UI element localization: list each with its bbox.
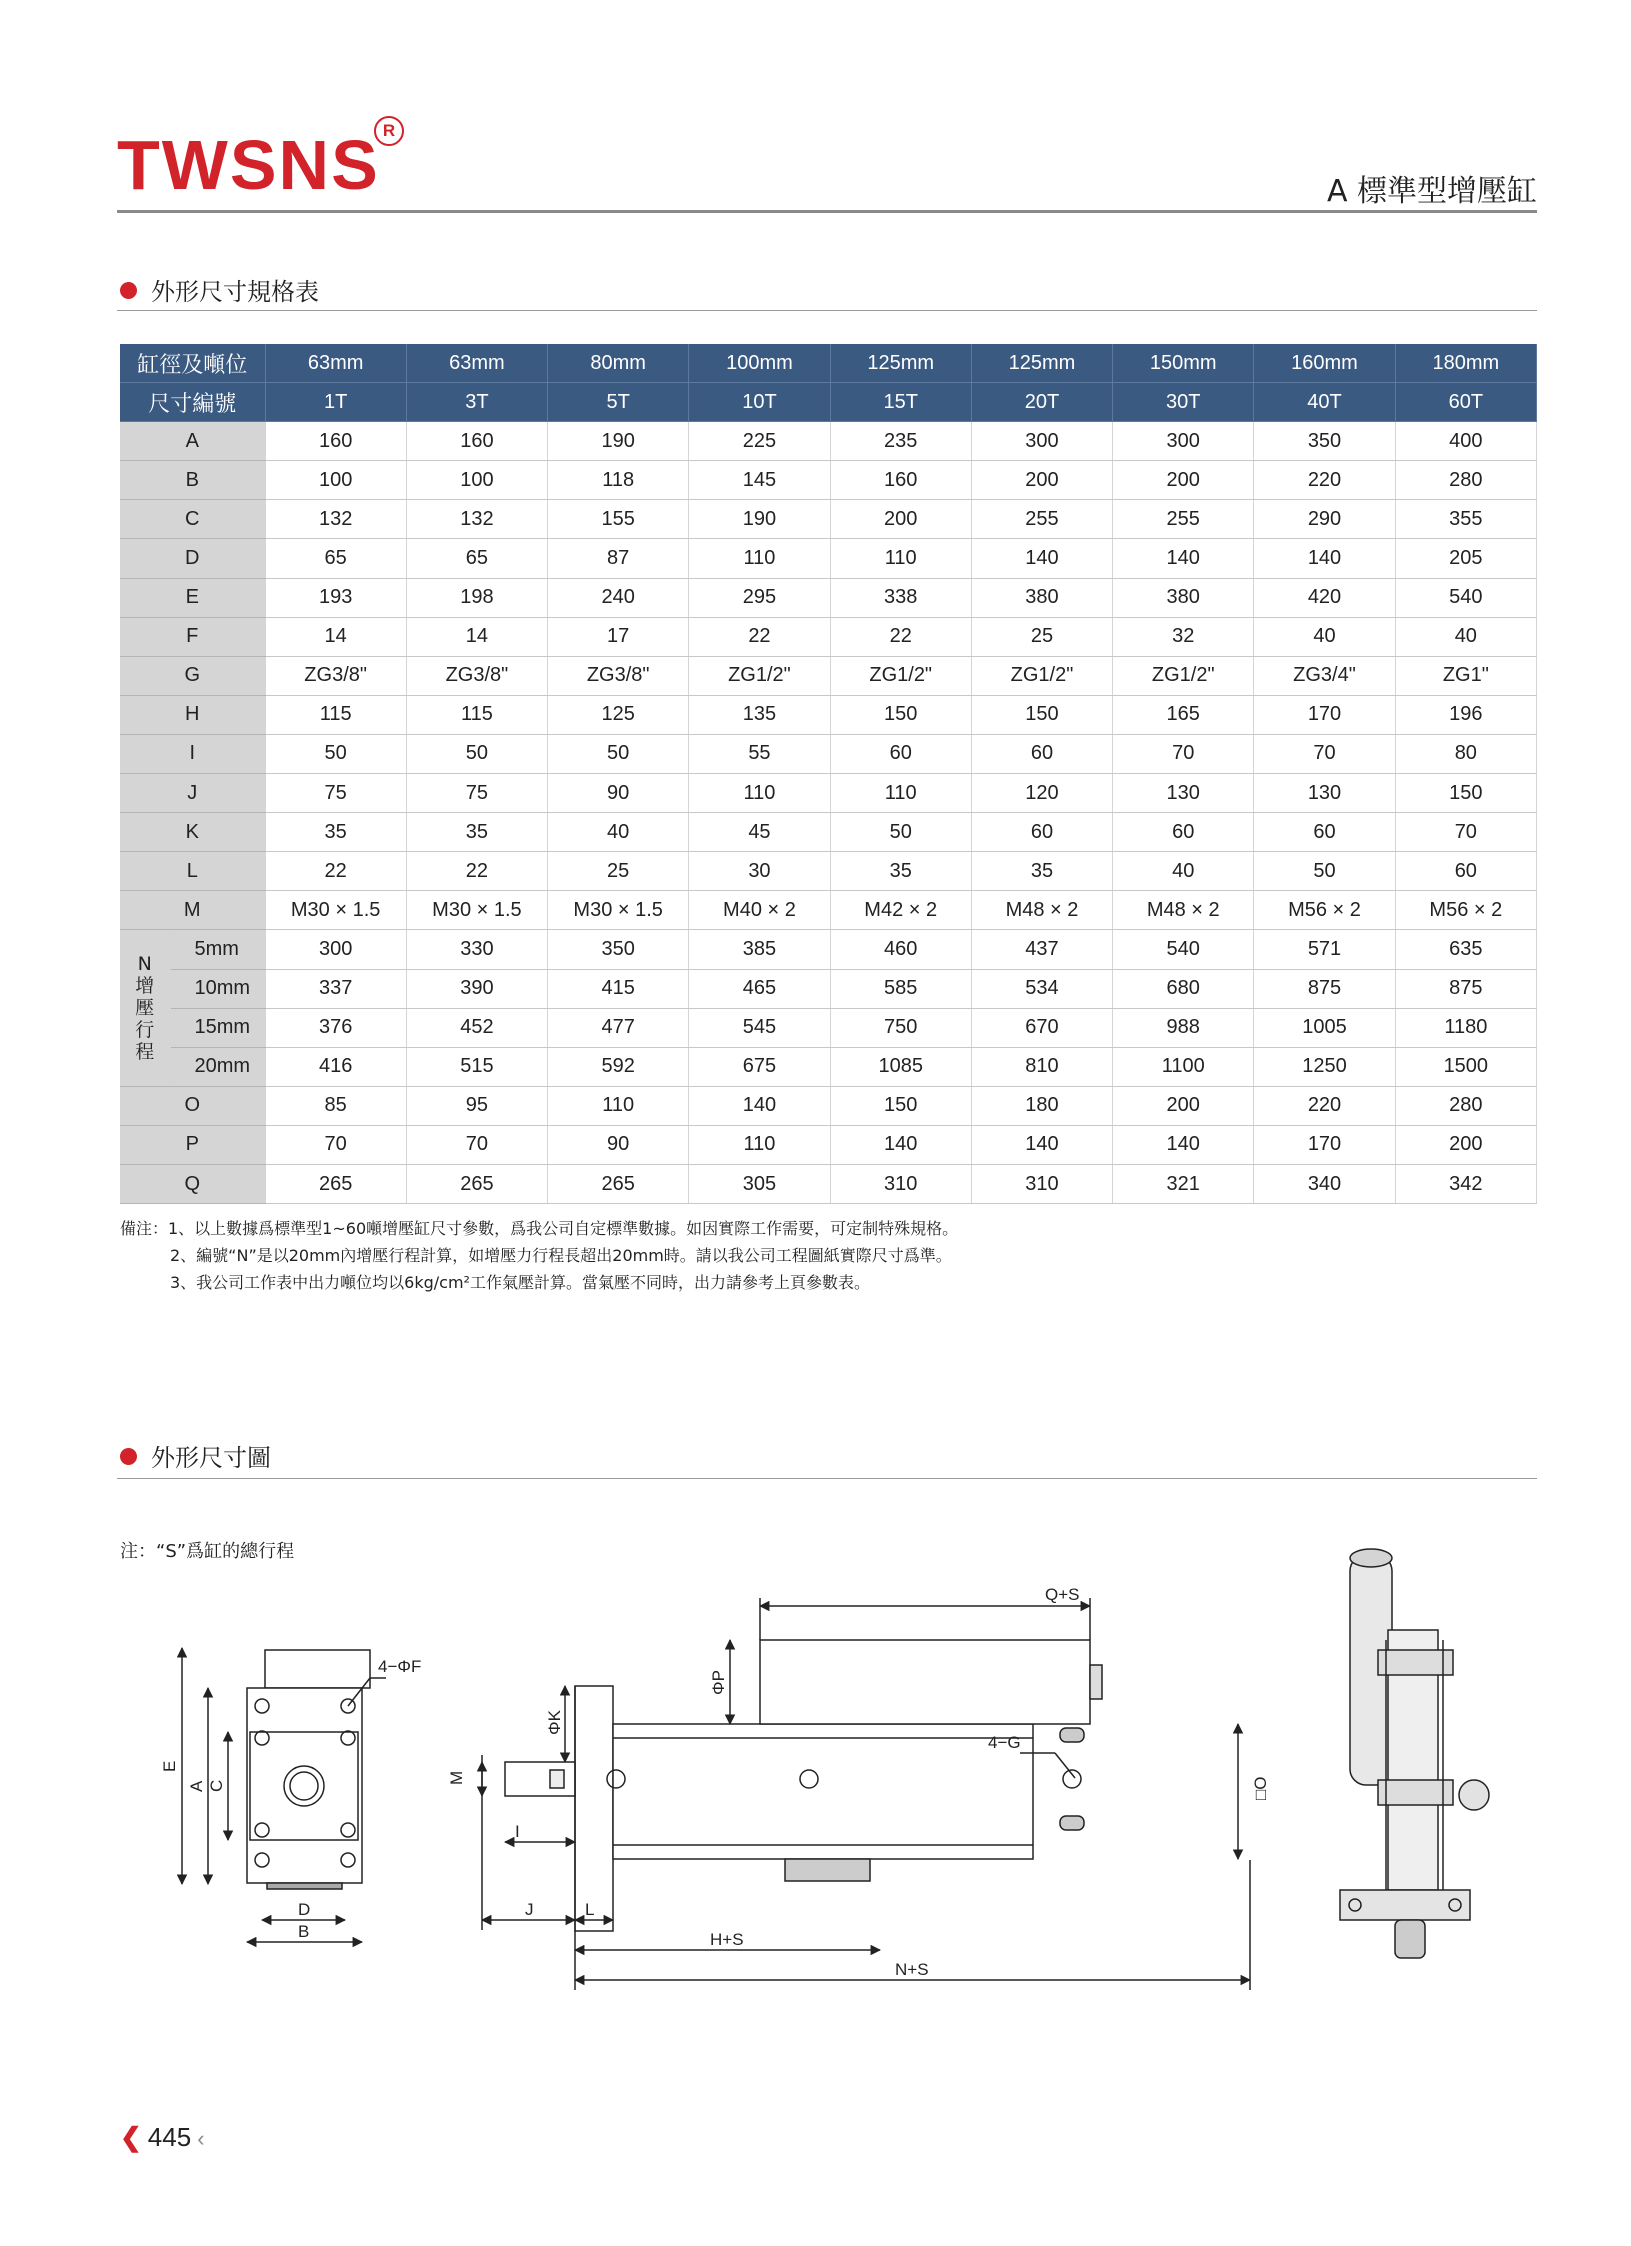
table-cell: 70 (1395, 813, 1536, 852)
header-cell-code: 60T (1395, 383, 1536, 422)
table-cell: 200 (1395, 1125, 1536, 1164)
table-cell: M30 × 1.5 (265, 891, 406, 930)
row-label: D (120, 539, 265, 578)
table-cell: 534 (971, 969, 1112, 1008)
header-cell-bore: 125mm (971, 344, 1112, 383)
row-label: J (120, 774, 265, 813)
dim-label-4-phi-f: 4−ΦF (378, 1657, 422, 1676)
table-cell: 200 (971, 461, 1112, 500)
table-cell: 140 (830, 1125, 971, 1164)
table-cell: 60 (1113, 813, 1254, 852)
table-cell: 60 (830, 734, 971, 773)
dim-label-a: A (187, 1780, 206, 1792)
table-cell: 465 (689, 969, 830, 1008)
row-label: B (120, 461, 265, 500)
table-cell: 35 (406, 813, 547, 852)
table-cell: 337 (265, 969, 406, 1008)
document-title: A 標準型增壓缸 (1326, 174, 1537, 209)
header-cell-bore: 150mm (1113, 344, 1254, 383)
header-cell-bore: 125mm (830, 344, 971, 383)
row-sublabel: 15mm (170, 1008, 265, 1047)
header-cell-code: 20T (971, 383, 1112, 422)
header-cell-code: 40T (1254, 383, 1395, 422)
table-cell: 140 (971, 1125, 1112, 1164)
table-cell: 40 (1254, 617, 1395, 656)
header-cell-bore: 80mm (548, 344, 689, 383)
dim-label-4-g: 4−G (988, 1733, 1021, 1752)
dim-label-h-s: H+S (710, 1930, 744, 1949)
table-row (120, 578, 1537, 617)
drawing-note: 注：“S”爲缸的總行程 (120, 1541, 295, 1562)
table-cell: 35 (971, 852, 1112, 891)
table-cell: ZG1/2" (689, 656, 830, 695)
table-cell: 140 (1113, 1125, 1254, 1164)
dim-label-l: L (585, 1900, 595, 1919)
dim-label-phi-k: ΦK (545, 1710, 564, 1735)
row-label: K (120, 813, 265, 852)
table-cell: 65 (406, 539, 547, 578)
table-cell: M48 × 2 (971, 891, 1112, 930)
row-label: A (120, 422, 265, 461)
table-cell: 100 (406, 461, 547, 500)
table-cell: 310 (971, 1164, 1112, 1203)
table-cell: 420 (1254, 578, 1395, 617)
table-cell: 400 (1395, 422, 1536, 461)
dim-label-m: M (447, 1770, 466, 1785)
table-row (120, 422, 1537, 461)
table-cell: 540 (1113, 930, 1254, 969)
table-cell: 290 (1254, 500, 1395, 539)
bullet-dot-icon (120, 282, 137, 299)
table-cell: 1085 (830, 1047, 971, 1086)
row-label: P (120, 1125, 265, 1164)
table-cell: 160 (830, 461, 971, 500)
header-cell-code-label: 尺寸編號 (120, 383, 265, 422)
table-row (120, 500, 1537, 539)
table-cell: 390 (406, 969, 547, 1008)
dim-label-n-s: N+S (895, 1960, 929, 1979)
table-cell: 85 (265, 1086, 406, 1125)
table-cell: 140 (1254, 539, 1395, 578)
chevron-left-icon: ❮ (120, 2122, 142, 2152)
table-cell: 35 (265, 813, 406, 852)
table-cell: 90 (548, 1125, 689, 1164)
dim-label-b: B (298, 1922, 310, 1941)
table-cell: 165 (1113, 695, 1254, 734)
dimension-drawing (120, 1500, 1540, 2020)
row-label: M (120, 891, 265, 930)
table-cell: 376 (265, 1008, 406, 1047)
table-cell: 200 (830, 500, 971, 539)
table-cell: 50 (1254, 852, 1395, 891)
dim-label-square-o: □O (1251, 1776, 1270, 1800)
table-cell: 30 (689, 852, 830, 891)
table-row (120, 734, 1537, 773)
table-cell: 40 (1395, 617, 1536, 656)
table-row (120, 1008, 1537, 1047)
table-cell: 220 (1254, 1086, 1395, 1125)
table-cell: M56 × 2 (1254, 891, 1395, 930)
table-cell: 338 (830, 578, 971, 617)
table-cell: 32 (1113, 617, 1254, 656)
table-cell: 460 (830, 930, 971, 969)
table-cell: 350 (1254, 422, 1395, 461)
table-cell: 265 (548, 1164, 689, 1203)
table-cell: 1180 (1395, 1008, 1536, 1047)
table-cell: 340 (1254, 1164, 1395, 1203)
dim-label-c: C (207, 1779, 226, 1792)
row-label-n-group: N 增 壓 行 程 (120, 930, 170, 1086)
table-cell: 380 (1113, 578, 1254, 617)
row-label: O (120, 1086, 265, 1125)
table-cell: 265 (406, 1164, 547, 1203)
table-cell: 198 (406, 578, 547, 617)
product-photo (1340, 1549, 1489, 1958)
table-cell: 196 (1395, 695, 1536, 734)
table-cell: 280 (1395, 1086, 1536, 1125)
table-cell: 80 (1395, 734, 1536, 773)
table-cell: 437 (971, 930, 1112, 969)
table-cell: 60 (1254, 813, 1395, 852)
table-cell: M30 × 1.5 (548, 891, 689, 930)
table-cell: 1250 (1254, 1047, 1395, 1086)
table-cell: 265 (265, 1164, 406, 1203)
table-cell: 680 (1113, 969, 1254, 1008)
page-number (120, 2122, 205, 2153)
table-cell: 170 (1254, 1125, 1395, 1164)
header-cell-code: 5T (548, 383, 689, 422)
table-cell: 50 (406, 734, 547, 773)
table-cell: 305 (689, 1164, 830, 1203)
table-row (120, 852, 1537, 891)
table-cell: 60 (971, 734, 1112, 773)
table-cell: 200 (1113, 1086, 1254, 1125)
header-cell-code: 30T (1113, 383, 1254, 422)
row-label: L (120, 852, 265, 891)
table-row (120, 813, 1537, 852)
table-cell: 140 (689, 1086, 830, 1125)
header-cell-code: 15T (830, 383, 971, 422)
table-cell: 585 (830, 969, 971, 1008)
table-cell: 515 (406, 1047, 547, 1086)
table-cell: 255 (1113, 500, 1254, 539)
table-cell: 190 (548, 422, 689, 461)
table-cell: 150 (1395, 774, 1536, 813)
table-cell: 385 (689, 930, 830, 969)
row-label: Q (120, 1164, 265, 1203)
table-row (120, 1164, 1537, 1203)
table-cell: 50 (548, 734, 689, 773)
table-cell: 155 (548, 500, 689, 539)
table-cell: 300 (971, 422, 1112, 461)
table-cell: 60 (1395, 852, 1536, 891)
table-cell: ZG3/8" (265, 656, 406, 695)
note-line-1: 備注：1、以上數據爲標準型1~60噸增壓缸尺寸參數，爲我公司自定標準數據。如因實際工作需要，可定制特殊規格。 (120, 1219, 959, 1238)
table-cell: 180 (971, 1086, 1112, 1125)
header-cell-code: 10T (689, 383, 830, 422)
table-cell: 70 (406, 1125, 547, 1164)
table-cell: 415 (548, 969, 689, 1008)
table-row (120, 1086, 1537, 1125)
row-label: F (120, 617, 265, 656)
table-cell: 571 (1254, 930, 1395, 969)
table-cell: 380 (971, 578, 1112, 617)
table-cell: 342 (1395, 1164, 1536, 1203)
table-cell: 310 (830, 1164, 971, 1203)
table-cell: 750 (830, 1008, 971, 1047)
table-cell: 14 (406, 617, 547, 656)
header-cell-code: 3T (406, 383, 547, 422)
table-cell: 295 (689, 578, 830, 617)
row-sublabel: 5mm (170, 930, 265, 969)
table-row (120, 695, 1537, 734)
table-cell: 22 (265, 852, 406, 891)
table-cell: 110 (830, 539, 971, 578)
table-cell: 40 (1113, 852, 1254, 891)
notes-block (120, 1215, 958, 1296)
table-cell: 65 (265, 539, 406, 578)
row-label: G (120, 656, 265, 695)
side-view (482, 1598, 1250, 1990)
table-cell: 110 (689, 539, 830, 578)
table-cell: 45 (689, 813, 830, 852)
table-cell: ZG1" (1395, 656, 1536, 695)
table-row (120, 539, 1537, 578)
table-header-code (120, 383, 1537, 422)
bullet-dot-icon (120, 1448, 137, 1465)
registered-mark-icon: R (374, 116, 404, 146)
section-heading-drawing (120, 1438, 271, 1473)
chevron-left-small-icon: ‹ (197, 2126, 205, 2151)
table-cell: 145 (689, 461, 830, 500)
table-cell: 300 (1113, 422, 1254, 461)
header-cell-bore: 180mm (1395, 344, 1536, 383)
table-row (120, 969, 1537, 1008)
table-row (120, 617, 1537, 656)
table-cell: 110 (548, 1086, 689, 1125)
table-cell: M30 × 1.5 (406, 891, 547, 930)
table-cell: 416 (265, 1047, 406, 1086)
row-label: H (120, 695, 265, 734)
table-row (120, 461, 1537, 500)
table-cell: 200 (1113, 461, 1254, 500)
table-cell: 255 (971, 500, 1112, 539)
table-cell: 70 (1254, 734, 1395, 773)
header-cell-bore: 63mm (406, 344, 547, 383)
table-cell: 235 (830, 422, 971, 461)
table-row (120, 1047, 1537, 1086)
table-cell: 132 (265, 500, 406, 539)
end-view (182, 1648, 386, 1942)
table-row (120, 774, 1537, 813)
table-cell: 193 (265, 578, 406, 617)
table-cell: 70 (265, 1125, 406, 1164)
table-cell: 150 (971, 695, 1112, 734)
table-cell: 240 (548, 578, 689, 617)
table-cell: 280 (1395, 461, 1536, 500)
header-cell-bore: 100mm (689, 344, 830, 383)
table-cell: 190 (689, 500, 830, 539)
page-number-text: 445 (147, 2122, 192, 2152)
table-cell: 130 (1254, 774, 1395, 813)
table-cell: 22 (830, 617, 971, 656)
row-label: I (120, 734, 265, 773)
table-row (120, 930, 1537, 969)
table-cell: 540 (1395, 578, 1536, 617)
table-cell: 120 (971, 774, 1112, 813)
table-cell: 35 (830, 852, 971, 891)
table-cell: 160 (406, 422, 547, 461)
table-cell: 70 (1113, 734, 1254, 773)
dim-label-q-s: Q+S (1045, 1585, 1080, 1604)
table-cell: 75 (406, 774, 547, 813)
section-heading-spec-table (120, 272, 319, 307)
table-cell: 350 (548, 930, 689, 969)
table-cell: 132 (406, 500, 547, 539)
table-cell: 115 (406, 695, 547, 734)
section-divider (117, 1478, 1537, 1479)
table-cell: 670 (971, 1008, 1112, 1047)
section-title: 外形尺寸圖 (151, 1444, 271, 1472)
dim-label-phi-p: ΦP (709, 1670, 728, 1695)
table-cell: 110 (830, 774, 971, 813)
table-cell: 635 (1395, 930, 1536, 969)
table-cell: M40 × 2 (689, 891, 830, 930)
table-cell: 55 (689, 734, 830, 773)
dim-label-d: D (298, 1900, 311, 1919)
table-cell: 90 (548, 774, 689, 813)
dim-label-j: J (525, 1900, 534, 1919)
table-cell: ZG3/8" (406, 656, 547, 695)
table-cell: 875 (1254, 969, 1395, 1008)
note-line-3: 3、我公司工作表中出力噸位均以6kg/cm²工作氣壓計算。當氣壓不同時，出力請參考上頁參數表。 (170, 1273, 870, 1292)
table-cell: 25 (548, 852, 689, 891)
table-cell: M48 × 2 (1113, 891, 1254, 930)
table-row (120, 656, 1537, 695)
table-cell: 118 (548, 461, 689, 500)
table-cell: 50 (830, 813, 971, 852)
table-cell: 14 (265, 617, 406, 656)
table-cell: ZG3/8" (548, 656, 689, 695)
table-cell: 330 (406, 930, 547, 969)
table-cell: 321 (1113, 1164, 1254, 1203)
row-label: E (120, 578, 265, 617)
table-cell: 140 (1113, 539, 1254, 578)
row-label: C (120, 500, 265, 539)
table-cell: 1005 (1254, 1008, 1395, 1047)
table-cell: 675 (689, 1047, 830, 1086)
dim-label-e: E (160, 1760, 179, 1772)
table-cell: 100 (265, 461, 406, 500)
table-cell: 1100 (1113, 1047, 1254, 1086)
table-cell: 110 (689, 1125, 830, 1164)
table-cell: 87 (548, 539, 689, 578)
table-cell: 95 (406, 1086, 547, 1125)
table-cell: 75 (265, 774, 406, 813)
table-cell: M56 × 2 (1395, 891, 1536, 930)
table-cell: ZG3/4" (1254, 656, 1395, 695)
table-cell: 150 (830, 695, 971, 734)
table-cell: 115 (265, 695, 406, 734)
table-cell: 150 (830, 1086, 971, 1125)
table-cell: 22 (689, 617, 830, 656)
table-cell: 205 (1395, 539, 1536, 578)
table-cell: 170 (1254, 695, 1395, 734)
table-cell: 125 (548, 695, 689, 734)
table-cell: 810 (971, 1047, 1112, 1086)
table-cell: 988 (1113, 1008, 1254, 1047)
table-cell: 220 (1254, 461, 1395, 500)
table-cell: 452 (406, 1008, 547, 1047)
dim-label-i: I (515, 1822, 520, 1841)
table-cell: 592 (548, 1047, 689, 1086)
table-cell: 40 (548, 813, 689, 852)
table-cell: 135 (689, 695, 830, 734)
table-header-bore (120, 344, 1537, 383)
row-sublabel: 10mm (170, 969, 265, 1008)
brand-logo: TWSNS (117, 126, 380, 204)
table-cell: ZG1/2" (1113, 656, 1254, 695)
table-cell: 22 (406, 852, 547, 891)
header-cell-bore: 160mm (1254, 344, 1395, 383)
note-line-2: 2、編號“N”是以20mm內增壓行程計算，如增壓力行程長超出20mm時。請以我公司工程圖紙實際尺寸爲準。 (170, 1246, 952, 1265)
table-cell: 160 (265, 422, 406, 461)
table-cell: 60 (971, 813, 1112, 852)
section-title: 外形尺寸規格表 (151, 278, 319, 306)
table-cell: 875 (1395, 969, 1536, 1008)
header-cell-bore-label: 缸徑及噸位 (120, 344, 265, 383)
header-cell-bore: 63mm (265, 344, 406, 383)
table-cell: 50 (265, 734, 406, 773)
row-sublabel: 20mm (170, 1047, 265, 1086)
table-row (120, 1125, 1537, 1164)
table-cell: 140 (971, 539, 1112, 578)
header-divider (117, 210, 1537, 213)
table-cell: 130 (1113, 774, 1254, 813)
table-row (120, 891, 1537, 930)
table-cell: 300 (265, 930, 406, 969)
section-divider (117, 310, 1537, 311)
table-cell: 477 (548, 1008, 689, 1047)
header-cell-code: 1T (265, 383, 406, 422)
table-cell: 545 (689, 1008, 830, 1047)
table-cell: ZG1/2" (971, 656, 1112, 695)
spec-table (120, 344, 1537, 1204)
table-cell: 17 (548, 617, 689, 656)
table-cell: 355 (1395, 500, 1536, 539)
table-cell: ZG1/2" (830, 656, 971, 695)
table-cell: M42 × 2 (830, 891, 971, 930)
table-cell: 25 (971, 617, 1112, 656)
table-cell: 110 (689, 774, 830, 813)
table-cell: 1500 (1395, 1047, 1536, 1086)
table-cell: 225 (689, 422, 830, 461)
